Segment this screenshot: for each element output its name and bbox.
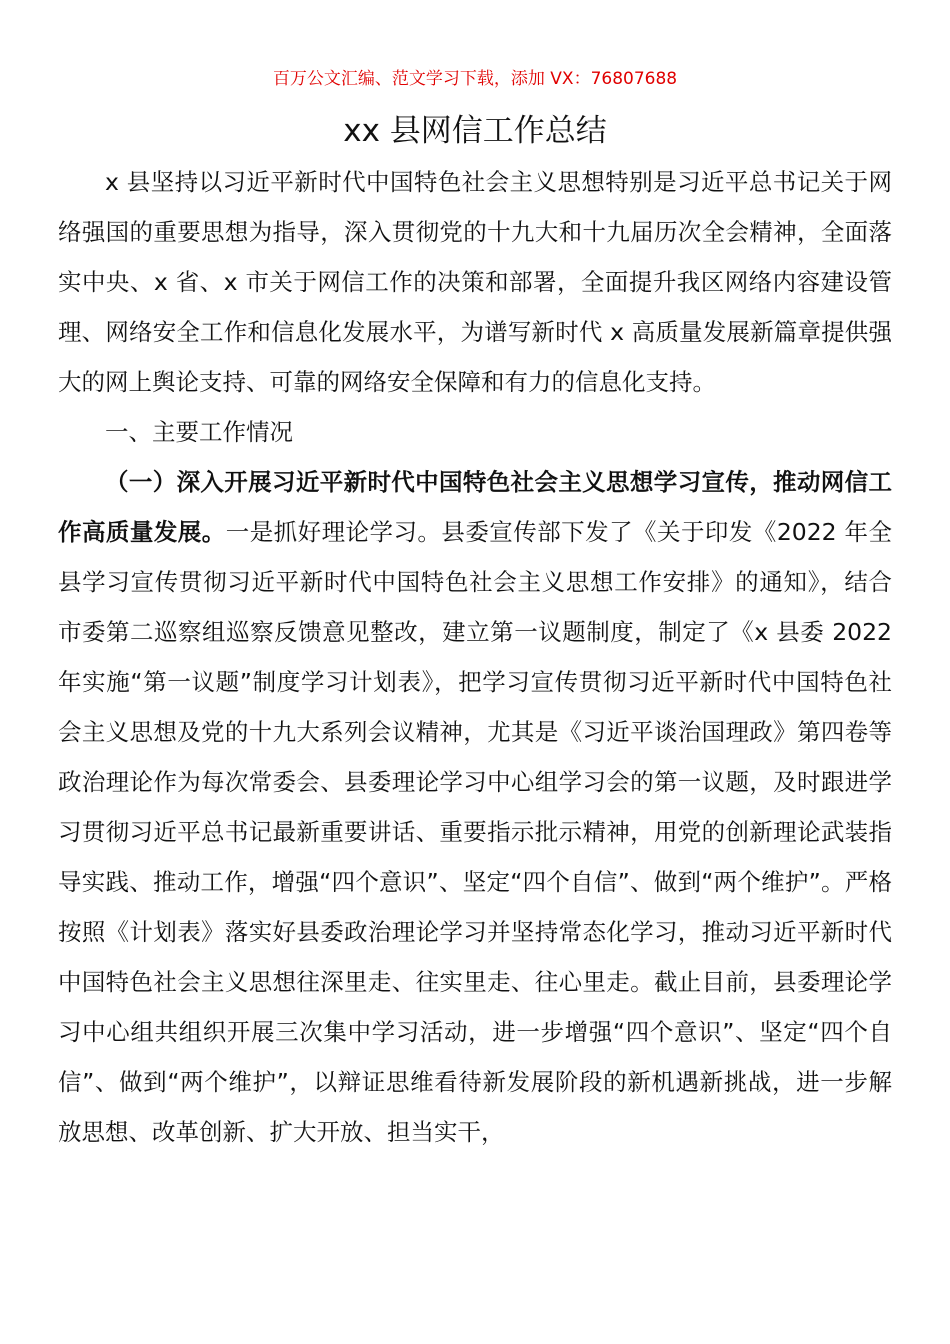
section-heading: 一、主要工作情况 [105,418,293,446]
subsection-paragraph [58,457,892,1157]
subsection-heading: （一）深入开展习近平新时代中国特色社会主义思想学习宣传，推动网信工作高质量发展。 [58,468,892,546]
intro-paragraph: x 县坚持以习近平新时代中国特色社会主义思想特别是习近平总书记关于网络强国的重要思想为指导，深入贯彻党的十九大和十九届历次全会精神，全面落实中央、x 省、x 市关于网信工作的决策和部署，全面提升我区网络内容建设管理、网络安全工作和信息化发展水平，为谱写新时代 x 高质量发展新篇章提供强大的网上舆论支持、可靠的网络安全保障和有力的信息化支持。 [58,168,892,396]
document-title: xx 县网信工作总结 [343,113,607,149]
subsection-body: 一是抓好理论学习。县委宣传部下发了《关于印发《2022 年全县学习宣传贯彻习近平新时代中国特色社会主义思想工作安排》的通知》，结合市委第二巡察组巡察反馈意见整改，建立第一议题制度，制定了《x 县委 2022 年实施“第一议题”制度学习计划表》，把学习宣传贯彻习近平新时代中国特色社会主义思想及党的十九大系列会议精神，尤其是《习近平谈治国理政》第四卷等政治理论作为每次常委会、县委理论学习中心组学习会的第一议题，及时跟进学习贯彻习近平总书记最新重要讲话、重要指示批示精神，用党的创新理论武装指导实践、推动工作，增强“四个意识”、坚定“四个自信”、做到“两个维护”。严格按照《计划表》落实好县委政治理论学习并坚持常态化学习，推动习近平新时代中国特色社会主义思想往深里走、往实里走、往心里走。截止目前，县委理论学习中心组共组织开展三次集中学习活动，进一步增强“四个意识”、坚定“四个自信”、做到“两个维护”，以辩证思维看待新发展阶段的新机遇新挑战，进一步解放思想、改革创新、扩大开放、担当实干， [58,518,893,1146]
promo-banner: 百万公文汇编、范文学习下载，添加 VX：76807688 [272,69,678,89]
document-body [58,157,892,1157]
